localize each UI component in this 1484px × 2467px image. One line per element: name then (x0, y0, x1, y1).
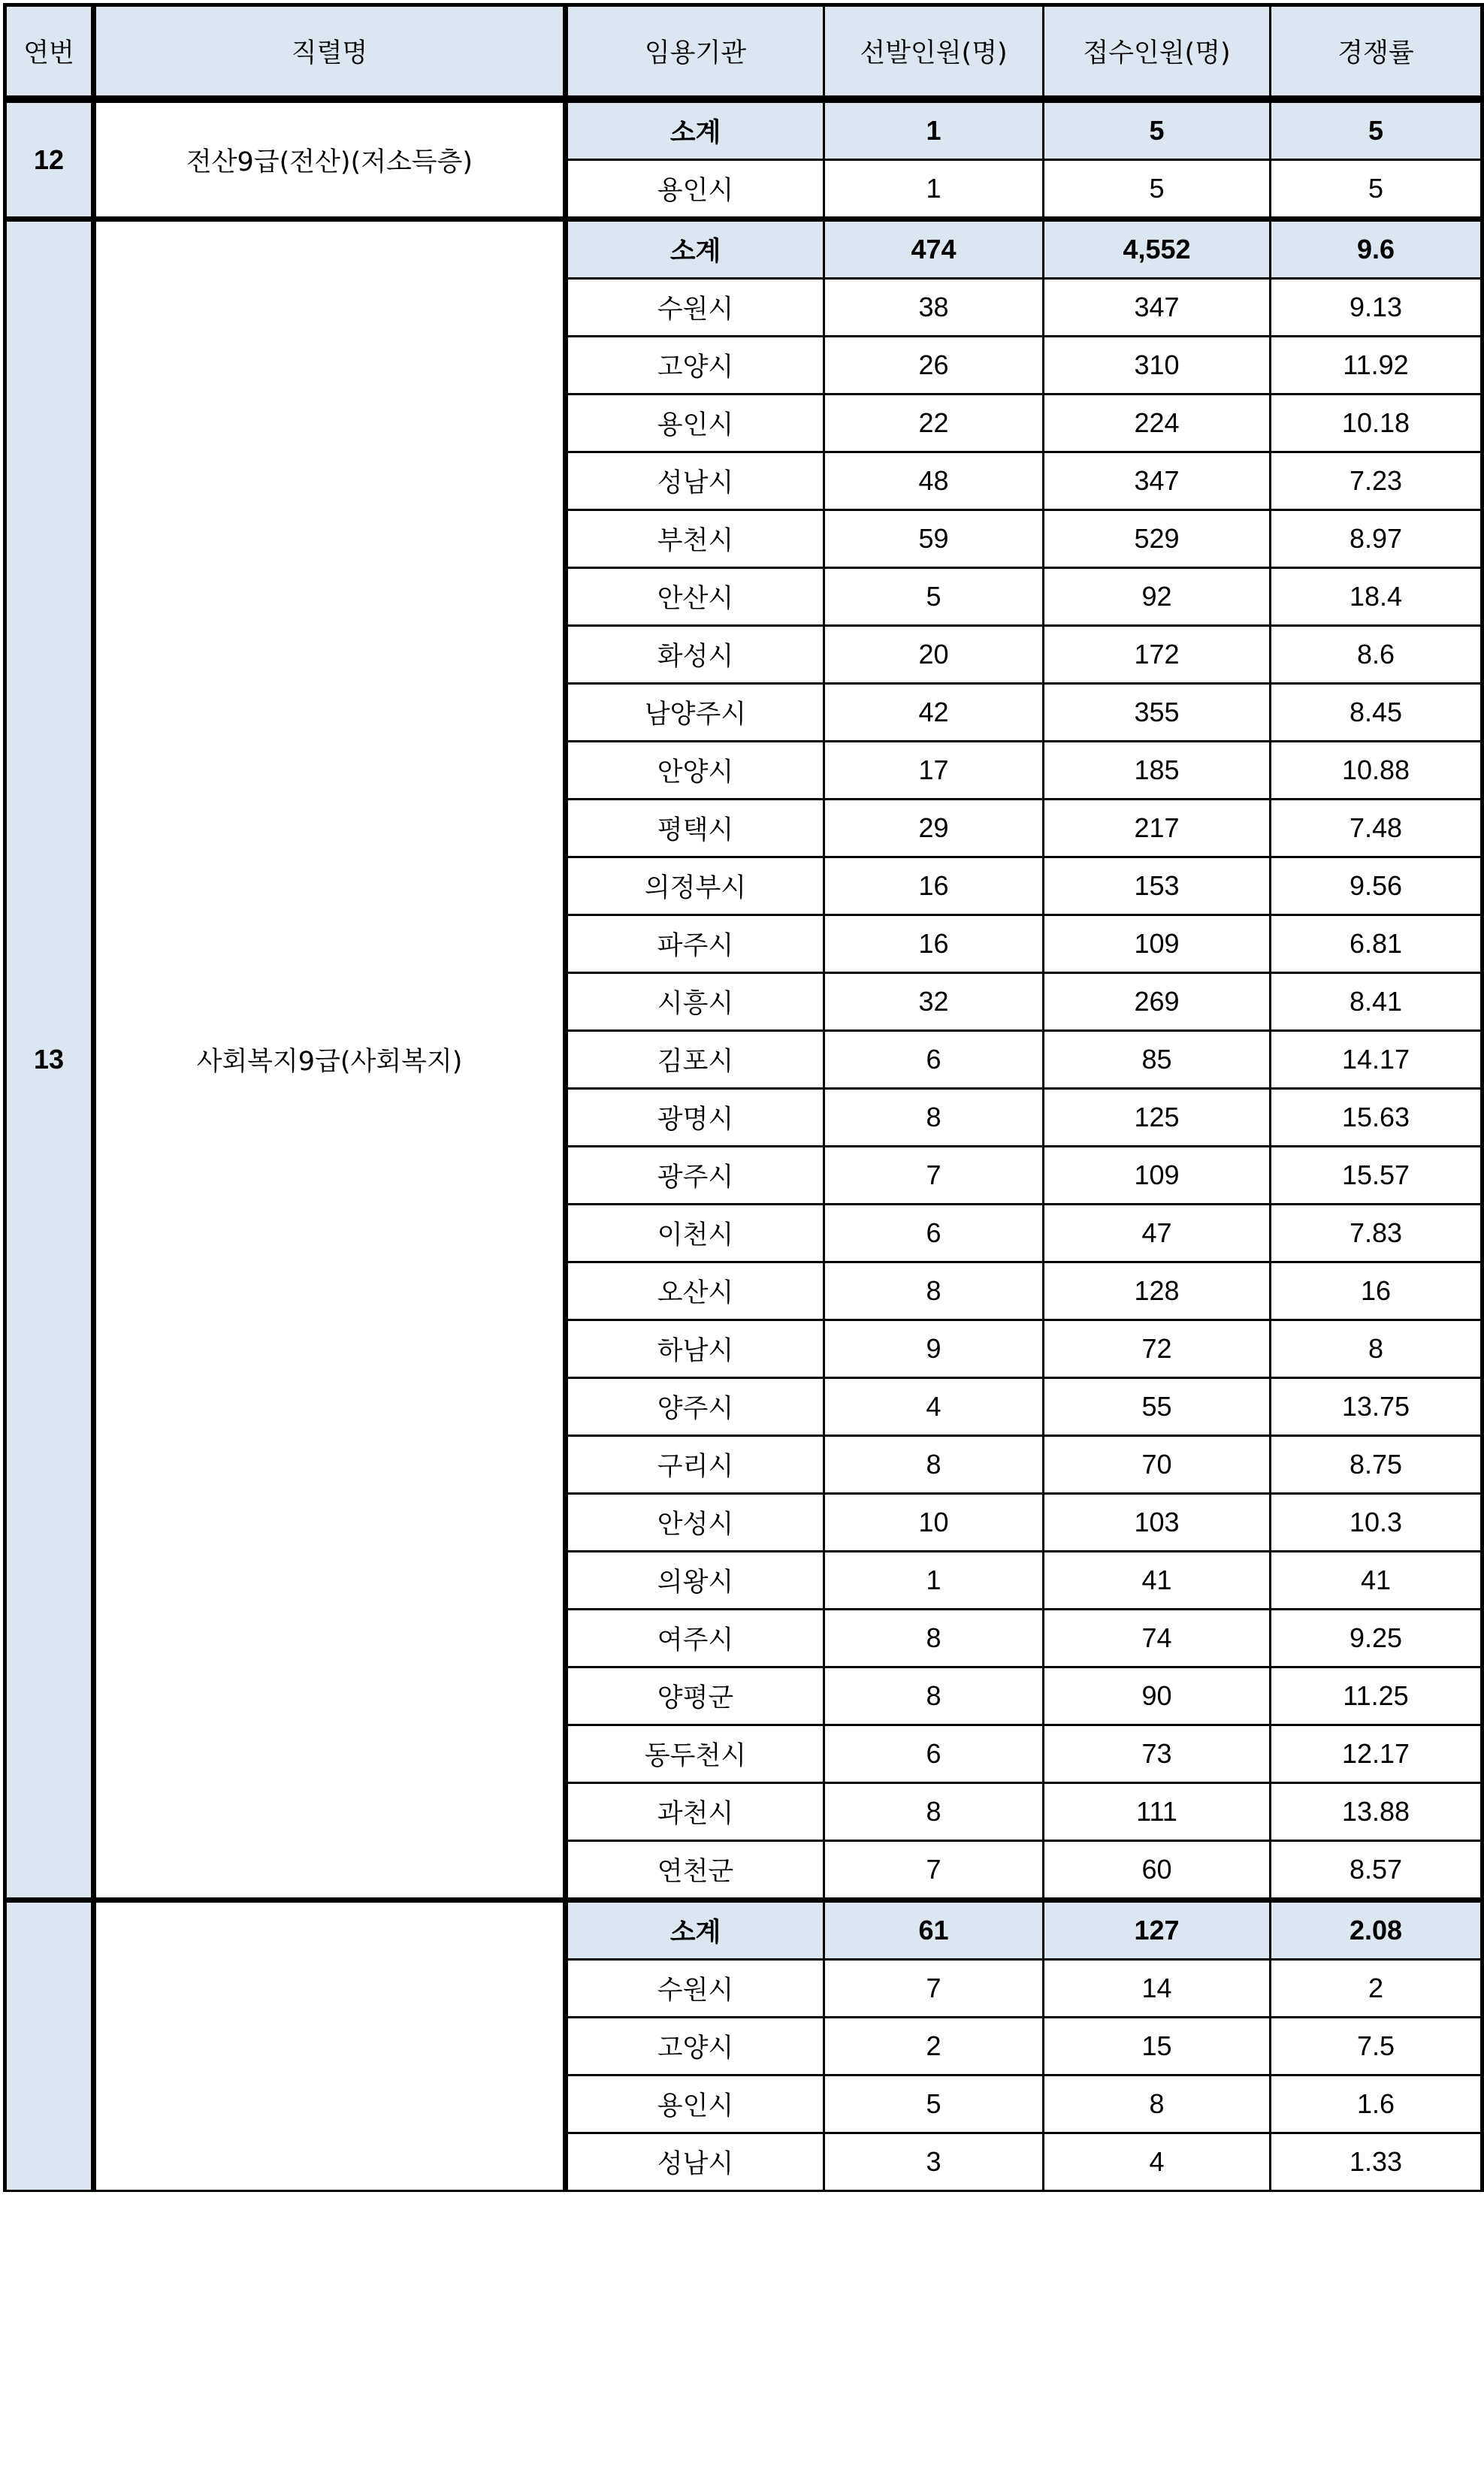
agency-cell: 동두천시 (566, 1725, 824, 1783)
agency-cell: 의왕시 (566, 1552, 824, 1610)
selected-cell: 22 (824, 395, 1044, 452)
job-title: 사회복지9급(사회복지) (94, 219, 566, 1900)
selected-cell: 1 (824, 99, 1044, 160)
ratio-cell: 9.25 (1271, 1610, 1482, 1667)
selected-cell: 10 (824, 1494, 1044, 1552)
selected-cell: 474 (824, 219, 1044, 279)
applied-cell: 70 (1044, 1436, 1271, 1494)
applied-cell: 109 (1044, 915, 1271, 973)
agency-cell: 고양시 (566, 2018, 824, 2075)
ratio-cell: 6.81 (1271, 915, 1482, 973)
agency-cell: 수원시 (566, 279, 824, 337)
applied-cell: 153 (1044, 857, 1271, 915)
applied-cell: 355 (1044, 684, 1271, 742)
selected-cell: 7 (824, 1960, 1044, 2018)
applied-cell: 269 (1044, 973, 1271, 1031)
selected-cell: 1 (824, 160, 1044, 219)
section-number (5, 1900, 94, 2191)
ratio-cell: 2 (1271, 1960, 1482, 2018)
job-title: 전산9급(전산)(저소득층) (94, 99, 566, 219)
selected-cell: 8 (824, 1262, 1044, 1320)
header-job: 직렬명 (94, 5, 566, 100)
selected-cell: 3 (824, 2133, 1044, 2191)
subtotal-row (5, 219, 1482, 279)
recruitment-table (3, 3, 1484, 2192)
ratio-cell: 8.41 (1271, 973, 1482, 1031)
ratio-cell: 10.88 (1271, 742, 1482, 800)
ratio-cell: 15.63 (1271, 1089, 1482, 1147)
selected-cell: 32 (824, 973, 1044, 1031)
agency-cell: 시흥시 (566, 973, 824, 1031)
ratio-cell: 10.3 (1271, 1494, 1482, 1552)
ratio-cell: 13.75 (1271, 1378, 1482, 1436)
agency-cell: 용인시 (566, 2075, 824, 2133)
applied-cell: 185 (1044, 742, 1271, 800)
selected-cell: 20 (824, 626, 1044, 684)
ratio-cell: 5 (1271, 99, 1482, 160)
selected-cell: 42 (824, 684, 1044, 742)
agency-cell: 양평군 (566, 1667, 824, 1725)
selected-cell: 38 (824, 279, 1044, 337)
applied-cell: 172 (1044, 626, 1271, 684)
ratio-cell: 1.33 (1271, 2133, 1482, 2191)
ratio-cell: 8 (1271, 1320, 1482, 1378)
ratio-cell: 8.6 (1271, 626, 1482, 684)
section-number: 12 (5, 99, 94, 219)
header-agency: 임용기관 (566, 5, 824, 100)
applied-cell: 92 (1044, 568, 1271, 626)
ratio-cell: 13.88 (1271, 1783, 1482, 1841)
ratio-cell: 8.57 (1271, 1841, 1482, 1900)
applied-cell: 47 (1044, 1205, 1271, 1262)
agency-cell: 이천시 (566, 1205, 824, 1262)
job-title (94, 1900, 566, 2191)
agency-cell: 안산시 (566, 568, 824, 626)
ratio-cell: 14.17 (1271, 1031, 1482, 1089)
section-group (5, 1900, 1482, 2191)
ratio-cell: 9.56 (1271, 857, 1482, 915)
selected-cell: 5 (824, 2075, 1044, 2133)
agency-cell: 부천시 (566, 510, 824, 568)
agency-cell: 광주시 (566, 1147, 824, 1205)
selected-cell: 6 (824, 1205, 1044, 1262)
selected-cell: 4 (824, 1378, 1044, 1436)
ratio-cell: 8.75 (1271, 1436, 1482, 1494)
subtotal-row (5, 1900, 1482, 1960)
selected-cell: 6 (824, 1031, 1044, 1089)
ratio-cell: 7.5 (1271, 2018, 1482, 2075)
section-number: 13 (5, 219, 94, 1900)
applied-cell: 5 (1044, 160, 1271, 219)
applied-cell: 111 (1044, 1783, 1271, 1841)
ratio-cell: 1.6 (1271, 2075, 1482, 2133)
selected-cell: 8 (824, 1783, 1044, 1841)
agency-cell: 화성시 (566, 626, 824, 684)
agency-cell: 평택시 (566, 800, 824, 857)
selected-cell: 26 (824, 337, 1044, 395)
header-row (5, 5, 1482, 100)
applied-cell: 15 (1044, 2018, 1271, 2075)
ratio-cell: 9.6 (1271, 219, 1482, 279)
ratio-cell: 18.4 (1271, 568, 1482, 626)
agency-cell: 의정부시 (566, 857, 824, 915)
ratio-cell: 7.83 (1271, 1205, 1482, 1262)
section-group (5, 219, 1482, 1900)
applied-cell: 90 (1044, 1667, 1271, 1725)
agency-cell: 오산시 (566, 1262, 824, 1320)
selected-cell: 2 (824, 2018, 1044, 2075)
applied-cell: 14 (1044, 1960, 1271, 2018)
applied-cell: 224 (1044, 395, 1271, 452)
agency-cell: 남양주시 (566, 684, 824, 742)
applied-cell: 4 (1044, 2133, 1271, 2191)
selected-cell: 59 (824, 510, 1044, 568)
applied-cell: 103 (1044, 1494, 1271, 1552)
ratio-cell: 8.45 (1271, 684, 1482, 742)
selected-cell: 48 (824, 452, 1044, 510)
selected-cell: 8 (824, 1089, 1044, 1147)
agency-cell: 고양시 (566, 337, 824, 395)
agency-cell: 하남시 (566, 1320, 824, 1378)
ratio-cell: 7.23 (1271, 452, 1482, 510)
selected-cell: 17 (824, 742, 1044, 800)
ratio-cell: 9.13 (1271, 279, 1482, 337)
selected-cell: 7 (824, 1841, 1044, 1900)
applied-cell: 347 (1044, 279, 1271, 337)
ratio-cell: 41 (1271, 1552, 1482, 1610)
selected-cell: 61 (824, 1900, 1044, 1960)
section-group (5, 99, 1482, 219)
applied-cell: 125 (1044, 1089, 1271, 1147)
agency-cell: 소계 (566, 219, 824, 279)
ratio-cell: 11.92 (1271, 337, 1482, 395)
header-ratio: 경쟁률 (1271, 5, 1482, 100)
agency-cell: 양주시 (566, 1378, 824, 1436)
subtotal-row (5, 99, 1482, 160)
applied-cell: 5 (1044, 99, 1271, 160)
applied-cell: 127 (1044, 1900, 1271, 1960)
agency-cell: 소계 (566, 99, 824, 160)
agency-cell: 소계 (566, 1900, 824, 1960)
ratio-cell: 12.17 (1271, 1725, 1482, 1783)
applied-cell: 55 (1044, 1378, 1271, 1436)
agency-cell: 과천시 (566, 1783, 824, 1841)
applied-cell: 4,552 (1044, 219, 1271, 279)
selected-cell: 29 (824, 800, 1044, 857)
agency-cell: 연천군 (566, 1841, 824, 1900)
applied-cell: 128 (1044, 1262, 1271, 1320)
applied-cell: 60 (1044, 1841, 1271, 1900)
agency-cell: 용인시 (566, 160, 824, 219)
applied-cell: 109 (1044, 1147, 1271, 1205)
selected-cell: 16 (824, 915, 1044, 973)
ratio-cell: 16 (1271, 1262, 1482, 1320)
ratio-cell: 7.48 (1271, 800, 1482, 857)
agency-cell: 용인시 (566, 395, 824, 452)
agency-cell: 광명시 (566, 1089, 824, 1147)
selected-cell: 8 (824, 1436, 1044, 1494)
ratio-cell: 5 (1271, 160, 1482, 219)
selected-cell: 9 (824, 1320, 1044, 1378)
ratio-cell: 11.25 (1271, 1667, 1482, 1725)
header-applied: 접수인원(명) (1044, 5, 1271, 100)
agency-cell: 성남시 (566, 452, 824, 510)
agency-cell: 안양시 (566, 742, 824, 800)
selected-cell: 8 (824, 1610, 1044, 1667)
ratio-cell: 2.08 (1271, 1900, 1482, 1960)
selected-cell: 7 (824, 1147, 1044, 1205)
applied-cell: 347 (1044, 452, 1271, 510)
applied-cell: 41 (1044, 1552, 1271, 1610)
applied-cell: 529 (1044, 510, 1271, 568)
agency-cell: 안성시 (566, 1494, 824, 1552)
applied-cell: 85 (1044, 1031, 1271, 1089)
header-selected: 선발인원(명) (824, 5, 1044, 100)
ratio-cell: 8.97 (1271, 510, 1482, 568)
agency-cell: 파주시 (566, 915, 824, 973)
applied-cell: 8 (1044, 2075, 1271, 2133)
agency-cell: 여주시 (566, 1610, 824, 1667)
selected-cell: 8 (824, 1667, 1044, 1725)
ratio-cell: 15.57 (1271, 1147, 1482, 1205)
selected-cell: 6 (824, 1725, 1044, 1783)
applied-cell: 74 (1044, 1610, 1271, 1667)
agency-cell: 성남시 (566, 2133, 824, 2191)
selected-cell: 16 (824, 857, 1044, 915)
header-no: 연번 (5, 5, 94, 100)
agency-cell: 구리시 (566, 1436, 824, 1494)
applied-cell: 73 (1044, 1725, 1271, 1783)
applied-cell: 310 (1044, 337, 1271, 395)
selected-cell: 1 (824, 1552, 1044, 1610)
agency-cell: 수원시 (566, 1960, 824, 2018)
ratio-cell: 10.18 (1271, 395, 1482, 452)
agency-cell: 김포시 (566, 1031, 824, 1089)
applied-cell: 72 (1044, 1320, 1271, 1378)
selected-cell: 5 (824, 568, 1044, 626)
applied-cell: 217 (1044, 800, 1271, 857)
